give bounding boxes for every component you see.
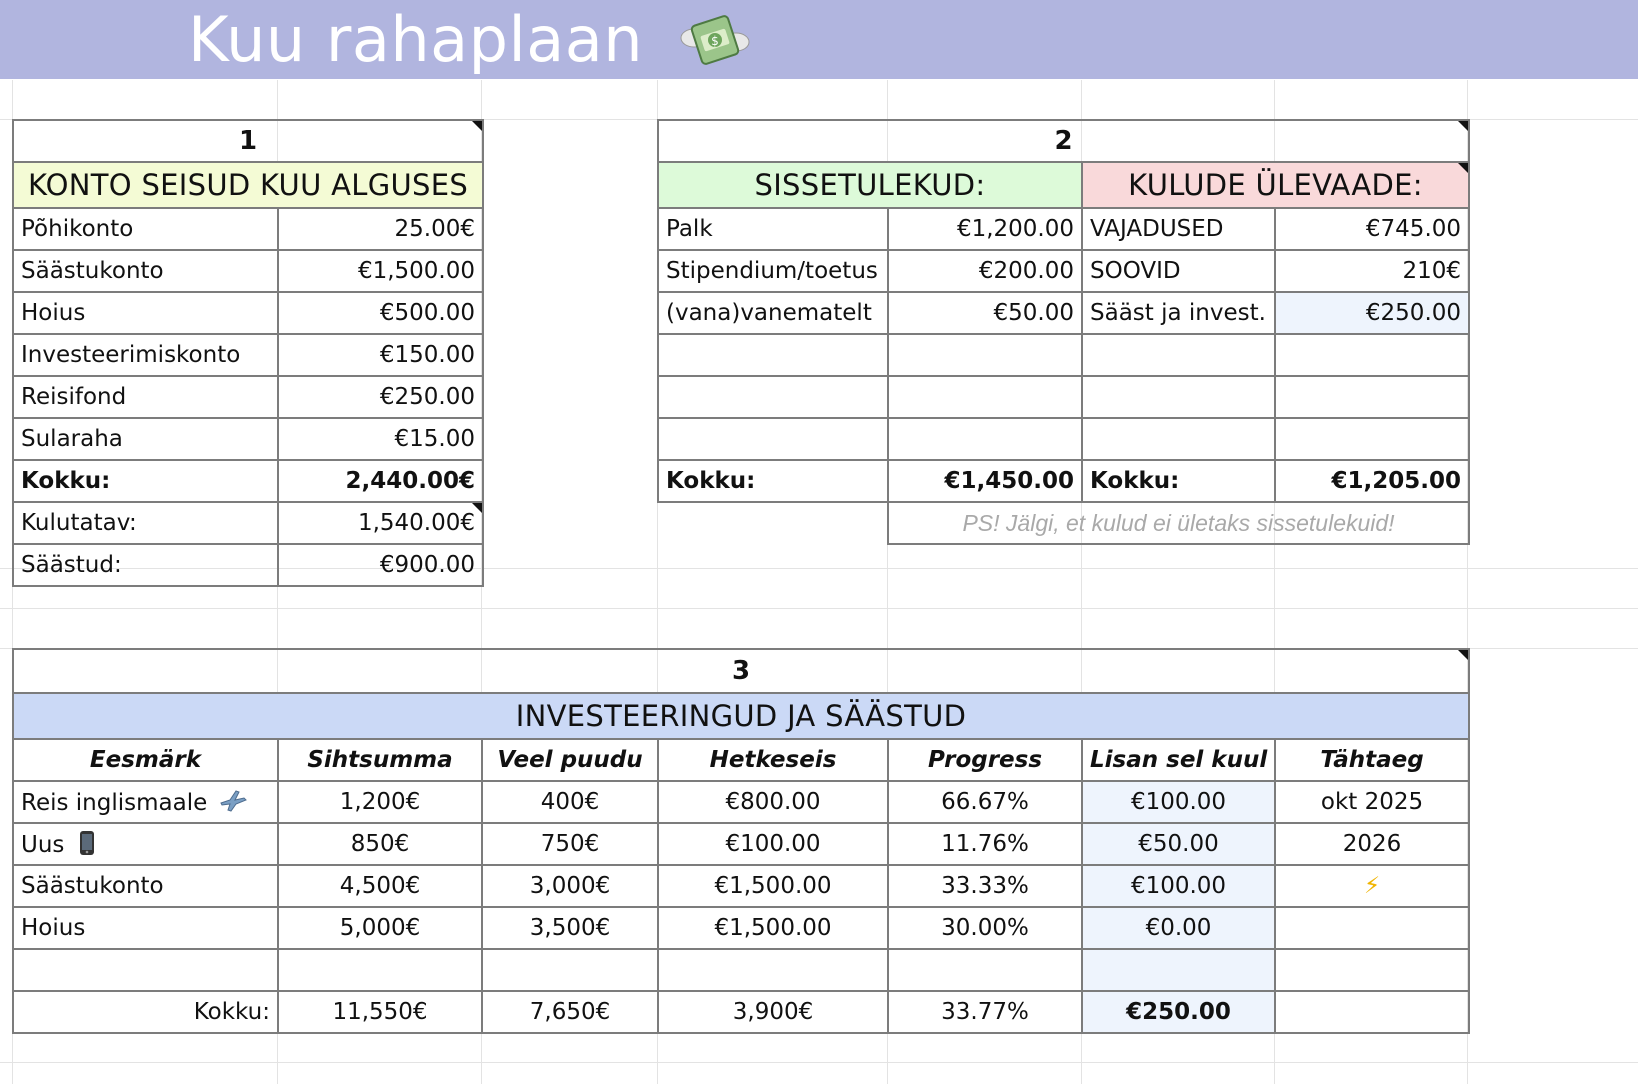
progress-cell[interactable]: 66.67%: [888, 781, 1082, 823]
total-current[interactable]: 3,900€: [658, 991, 888, 1033]
section-number: [13, 120, 483, 162]
table-row: [13, 907, 1469, 949]
target-cell[interactable]: 4,500€: [278, 865, 482, 907]
table-row: [13, 865, 1469, 907]
empty-row: [13, 949, 1469, 991]
total-row: [13, 991, 1469, 1033]
row-value[interactable]: €500.00: [278, 292, 483, 334]
row-value-text: 1,540.00€: [357, 510, 475, 536]
account-balances-table: [12, 119, 484, 587]
income-total-value[interactable]: €1,450.00: [888, 460, 1082, 502]
svg-text:$: $: [711, 34, 719, 48]
total-row: [658, 460, 1469, 502]
total-monthly[interactable]: €250.00: [1082, 991, 1275, 1033]
income-expenses-table: [657, 119, 1470, 545]
empty-cell[interactable]: [1275, 991, 1469, 1033]
empty-cell[interactable]: [278, 949, 482, 991]
row-value[interactable]: 2,440.00€: [278, 460, 483, 502]
monthly-cell[interactable]: €100.00: [1082, 781, 1275, 823]
column-header-missing[interactable]: Veel puudu: [482, 739, 658, 781]
expense-value[interactable]: 210€: [1275, 250, 1469, 292]
row-value[interactable]: €15.00: [278, 418, 483, 460]
income-label[interactable]: Palk: [658, 208, 888, 250]
total-progress[interactable]: 33.77%: [888, 991, 1082, 1033]
row-value[interactable]: [278, 502, 483, 544]
goal-cell[interactable]: Hoius: [13, 907, 278, 949]
goal-label: Reis inglismaale: [21, 789, 208, 816]
monthly-cell[interactable]: €50.00: [1082, 823, 1275, 865]
table-row: [658, 208, 1469, 250]
expense-label[interactable]: SOOVID: [1082, 250, 1275, 292]
column-header-monthly[interactable]: Lisan sel kuul: [1082, 739, 1275, 781]
deadline-cell[interactable]: 2026: [1275, 823, 1469, 865]
income-header: SISSETULEKUD:: [658, 162, 1082, 208]
target-cell[interactable]: 5,000€: [278, 907, 482, 949]
expense-value[interactable]: €745.00: [1275, 208, 1469, 250]
income-value[interactable]: €200.00: [888, 250, 1082, 292]
table-row: [13, 418, 483, 460]
section-header: KONTO SEISUD KUU ALGUSES: [13, 162, 483, 208]
airplane-icon: [219, 789, 247, 813]
table-row: [13, 334, 483, 376]
column-header-target[interactable]: Sihtsumma: [278, 739, 482, 781]
goal-cell[interactable]: [13, 823, 278, 865]
empty-cell[interactable]: [658, 334, 888, 376]
column-header-current[interactable]: Hetkeseis: [658, 739, 888, 781]
deadline-cell[interactable]: [1275, 907, 1469, 949]
missing-cell[interactable]: 750€: [482, 823, 658, 865]
table-row: [13, 250, 483, 292]
table-row: [658, 250, 1469, 292]
title-banner: [0, 0, 1638, 79]
row-label[interactable]: Sularaha: [13, 418, 278, 460]
monthly-cell[interactable]: €0.00: [1082, 907, 1275, 949]
column-header-goal[interactable]: Eesmärk: [13, 739, 278, 781]
progress-cell[interactable]: 30.00%: [888, 907, 1082, 949]
empty-cell[interactable]: [658, 376, 888, 418]
empty-cell[interactable]: [1082, 334, 1275, 376]
empty-cell[interactable]: [1275, 376, 1469, 418]
section-number-label: 1: [238, 126, 258, 156]
table-row: [13, 208, 483, 250]
current-cell[interactable]: €800.00: [658, 781, 888, 823]
empty-row: [658, 376, 1469, 418]
current-cell[interactable]: €1,500.00: [658, 907, 888, 949]
row-label[interactable]: Kulutatav:: [13, 502, 278, 544]
column-header-deadline[interactable]: Tähtaeg: [1275, 739, 1469, 781]
missing-cell[interactable]: 3,500€: [482, 907, 658, 949]
empty-cell[interactable]: [1082, 376, 1275, 418]
lightning-icon[interactable]: ⚡: [1275, 865, 1469, 907]
progress-cell[interactable]: 33.33%: [888, 865, 1082, 907]
empty-cell[interactable]: [658, 502, 888, 544]
empty-cell[interactable]: [888, 418, 1082, 460]
section-number-label: 2: [1054, 126, 1073, 156]
goal-cell[interactable]: [13, 781, 278, 823]
empty-cell[interactable]: [1275, 418, 1469, 460]
row-label[interactable]: Säästud:: [13, 544, 278, 586]
row-label[interactable]: Kokku:: [13, 460, 278, 502]
empty-cell[interactable]: [482, 949, 658, 991]
row-label[interactable]: Põhikonto: [13, 208, 278, 250]
row-value[interactable]: 25.00€: [278, 208, 483, 250]
row-value[interactable]: €1,500.00: [278, 250, 483, 292]
table-row: [13, 781, 1469, 823]
comment-marker-icon[interactable]: [471, 502, 483, 514]
column-header-row: [13, 739, 1469, 781]
row-label[interactable]: Hoius: [13, 292, 278, 334]
expense-total-label[interactable]: Kokku:: [1082, 460, 1275, 502]
empty-cell[interactable]: [658, 418, 888, 460]
row-label[interactable]: Investeerimiskonto: [13, 334, 278, 376]
total-label[interactable]: Kokku:: [13, 991, 278, 1033]
current-cell[interactable]: €100.00: [658, 823, 888, 865]
empty-cell[interactable]: [658, 949, 888, 991]
row-label[interactable]: Reisifond: [13, 376, 278, 418]
comment-marker-icon[interactable]: [1457, 162, 1469, 174]
section-number: [658, 120, 1469, 162]
empty-row: [658, 334, 1469, 376]
note-row: [658, 502, 1469, 544]
empty-cell[interactable]: [888, 949, 1082, 991]
empty-cell[interactable]: [888, 376, 1082, 418]
expense-label[interactable]: Sääst ja invest.: [1082, 292, 1275, 334]
total-missing[interactable]: 7,650€: [482, 991, 658, 1033]
row-value[interactable]: €250.00: [278, 376, 483, 418]
empty-cell[interactable]: [1275, 334, 1469, 376]
income-total-label[interactable]: Kokku:: [658, 460, 888, 502]
empty-row: [658, 418, 1469, 460]
comment-marker-icon[interactable]: [1457, 120, 1469, 132]
progress-cell[interactable]: 11.76%: [888, 823, 1082, 865]
empty-cell[interactable]: [888, 334, 1082, 376]
column-header-progress[interactable]: Progress: [888, 739, 1082, 781]
expense-header: [1082, 162, 1469, 208]
row-value[interactable]: €150.00: [278, 334, 483, 376]
expense-header-text: KULUDE ÜLEVAADE:: [1128, 168, 1423, 202]
target-cell[interactable]: 850€: [278, 823, 482, 865]
warning-note: PS! Jälgi, et kulud ei ületaks sissetulekuid!: [888, 502, 1469, 544]
table-row: [13, 823, 1469, 865]
total-target[interactable]: 11,550€: [278, 991, 482, 1033]
table-row: [13, 292, 483, 334]
mobile-phone-icon: [78, 830, 96, 856]
row-value[interactable]: €900.00: [278, 544, 483, 586]
missing-cell[interactable]: 3,000€: [482, 865, 658, 907]
goal-cell[interactable]: Säästukonto: [13, 865, 278, 907]
empty-cell[interactable]: [1082, 949, 1275, 991]
expense-label[interactable]: VAJADUSED: [1082, 208, 1275, 250]
target-cell[interactable]: 1,200€: [278, 781, 482, 823]
comment-marker-icon[interactable]: [471, 120, 483, 132]
section-header: INVESTEERINGUD JA SÄÄSTUD: [13, 693, 1469, 739]
income-value[interactable]: €50.00: [888, 292, 1082, 334]
monthly-cell[interactable]: €100.00: [1082, 865, 1275, 907]
missing-cell[interactable]: 400€: [482, 781, 658, 823]
comment-marker-icon[interactable]: [1457, 649, 1469, 661]
table-row: [13, 502, 483, 544]
money-with-wings-icon: [680, 8, 750, 70]
current-cell[interactable]: €1,500.00: [658, 865, 888, 907]
deadline-cell[interactable]: okt 2025: [1275, 781, 1469, 823]
section-number-label: 3: [731, 656, 751, 686]
investments-savings-table: [12, 648, 1470, 1034]
income-label[interactable]: Stipendium/toetus: [658, 250, 888, 292]
table-row: [13, 376, 483, 418]
income-label[interactable]: (vana)vanematelt: [658, 292, 888, 334]
section-number: [13, 649, 1469, 693]
empty-cell[interactable]: [13, 949, 278, 991]
income-value[interactable]: €1,200.00: [888, 208, 1082, 250]
row-label[interactable]: Säästukonto: [13, 250, 278, 292]
goal-label: Uus: [21, 832, 65, 858]
expense-total-value[interactable]: €1,205.00: [1275, 460, 1469, 502]
page-title: Kuu rahaplaan: [188, 3, 644, 76]
total-row: [13, 460, 483, 502]
empty-cell[interactable]: [1082, 418, 1275, 460]
empty-cell[interactable]: [1275, 949, 1469, 991]
expense-value[interactable]: €250.00: [1275, 292, 1469, 334]
table-row: [658, 292, 1469, 334]
table-row: [13, 544, 483, 586]
